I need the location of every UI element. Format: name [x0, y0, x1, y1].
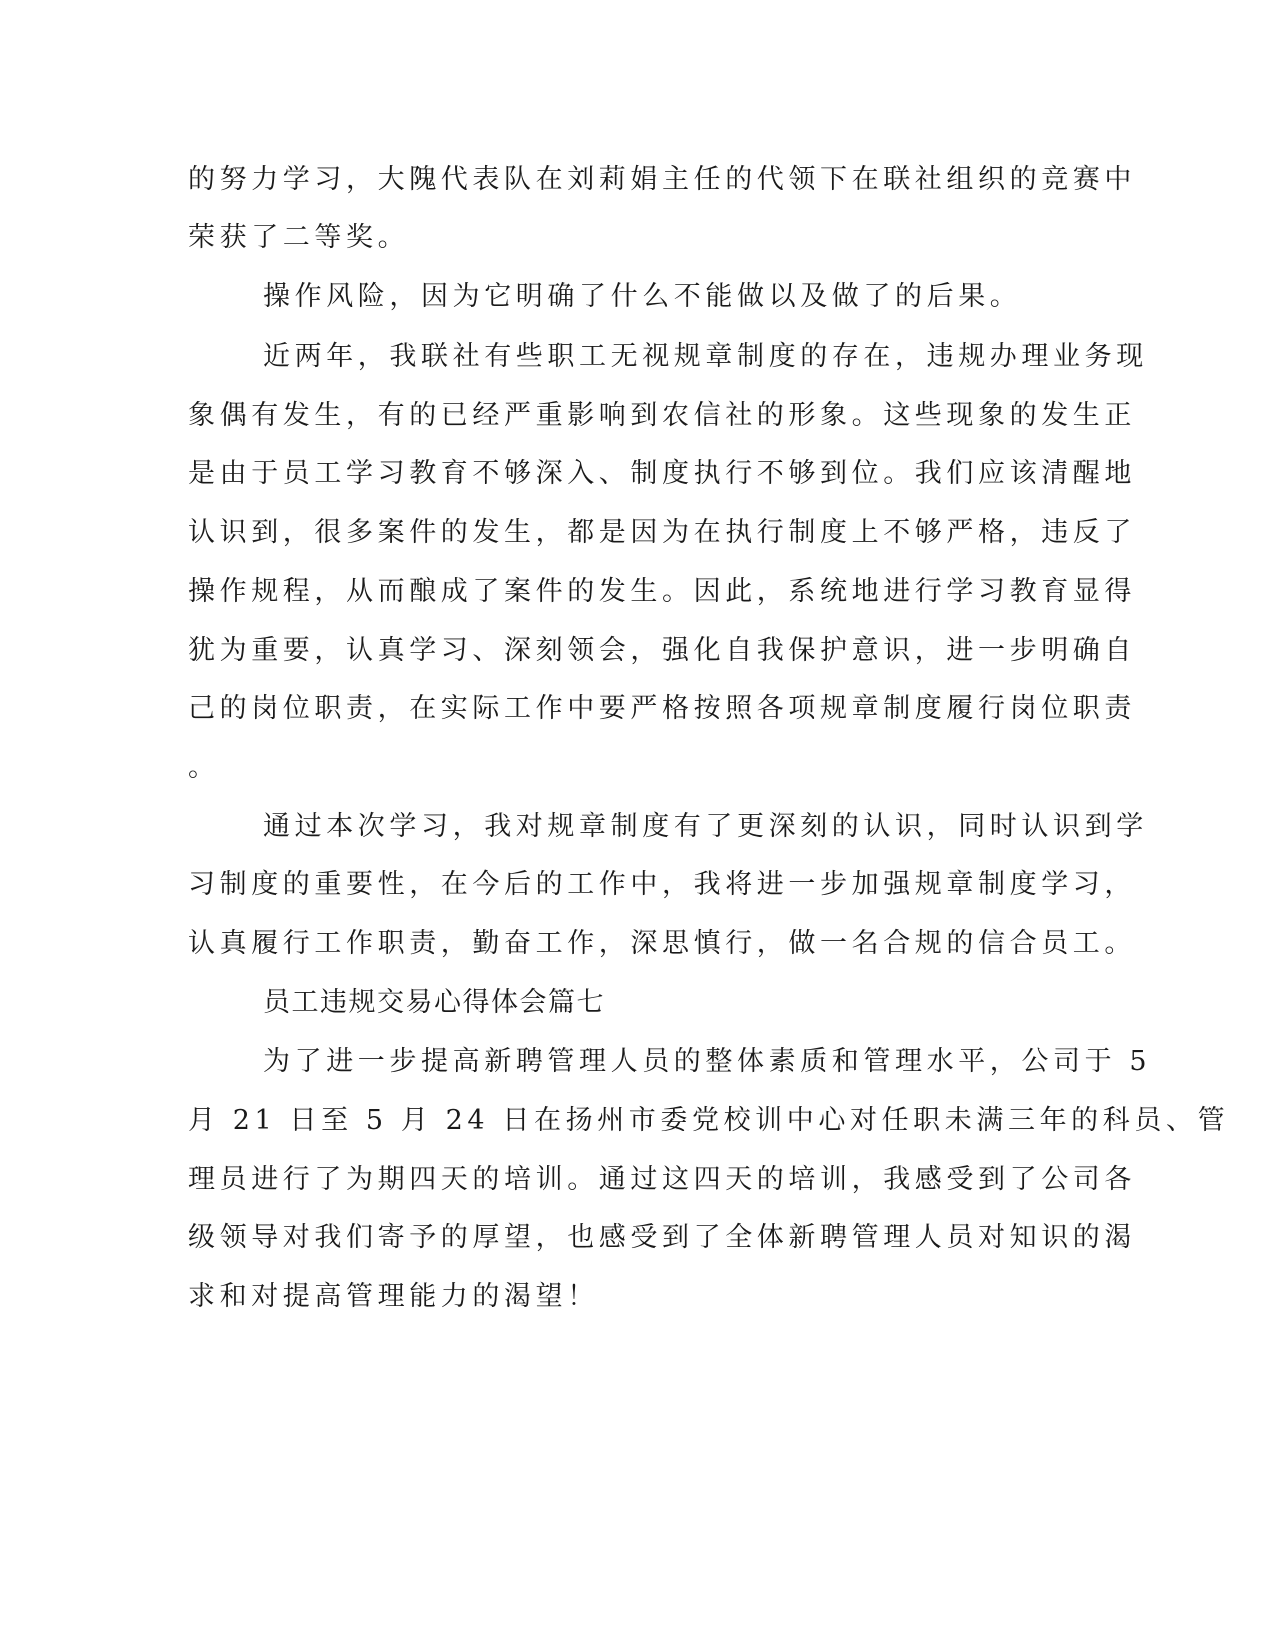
section-heading: 员工违规交易心得体会篇七 [263, 987, 605, 1018]
paragraph-line: 近两年，我联社有些职工无视规章制度的存在，违规办理业务现 [263, 341, 1148, 372]
paragraph-line: 的努力学习，大隗代表队在刘莉娟主任的代领下在联社组织的竞赛中 [188, 164, 1136, 195]
paragraph-line: 象偶有发生，有的已经严重影响到农信社的形象。这些现象的发生正 [188, 400, 1136, 431]
paragraph-line: 月 21 日至 5 月 24 日在扬州市委党校训中心对任职未满三年的科员、管 [188, 1105, 1230, 1136]
paragraph-line: 为了进一步提高新聘管理人员的整体素质和管理水平，公司于 5 [263, 1046, 1152, 1077]
paragraph-line: 是由于员工学习教育不够深入、制度执行不够到位。我们应该清醒地 [188, 458, 1136, 489]
paragraph-line: 理员进行了为期四天的培训。通过这四天的培训，我感受到了公司各 [188, 1164, 1136, 1195]
paragraph-line: 认识到，很多案件的发生，都是因为在执行制度上不够严格，违反了 [188, 517, 1136, 548]
paragraph-line: 认真履行工作职责，勤奋工作，深思慎行，做一名合规的信合员工。 [188, 928, 1136, 959]
paragraph-line: 习制度的重要性，在今后的工作中，我将进一步加强规章制度学习， [188, 869, 1136, 900]
paragraph-line: 求和对提高管理能力的渴望！ [188, 1281, 599, 1312]
paragraph-line: 荣获了二等奖。 [188, 222, 410, 253]
paragraph-line: 己的岗位职责，在实际工作中要严格按照各项规章制度履行岗位职责 [188, 693, 1136, 724]
paragraph-line: 。 [188, 752, 220, 783]
paragraph-line: 操作规程，从而酿成了案件的发生。因此，系统地进行学习教育显得 [188, 576, 1136, 607]
paragraph-line: 操作风险，因为它明确了什么不能做以及做了的后果。 [263, 281, 1022, 312]
paragraph-line: 通过本次学习，我对规章制度有了更深刻的认识，同时认识到学 [263, 811, 1148, 842]
paragraph-line: 犹为重要，认真学习、深刻领会，强化自我保护意识，进一步明确自 [188, 635, 1136, 666]
paragraph-line: 级领导对我们寄予的厚望，也感受到了全体新聘管理人员对知识的渴 [188, 1222, 1136, 1253]
